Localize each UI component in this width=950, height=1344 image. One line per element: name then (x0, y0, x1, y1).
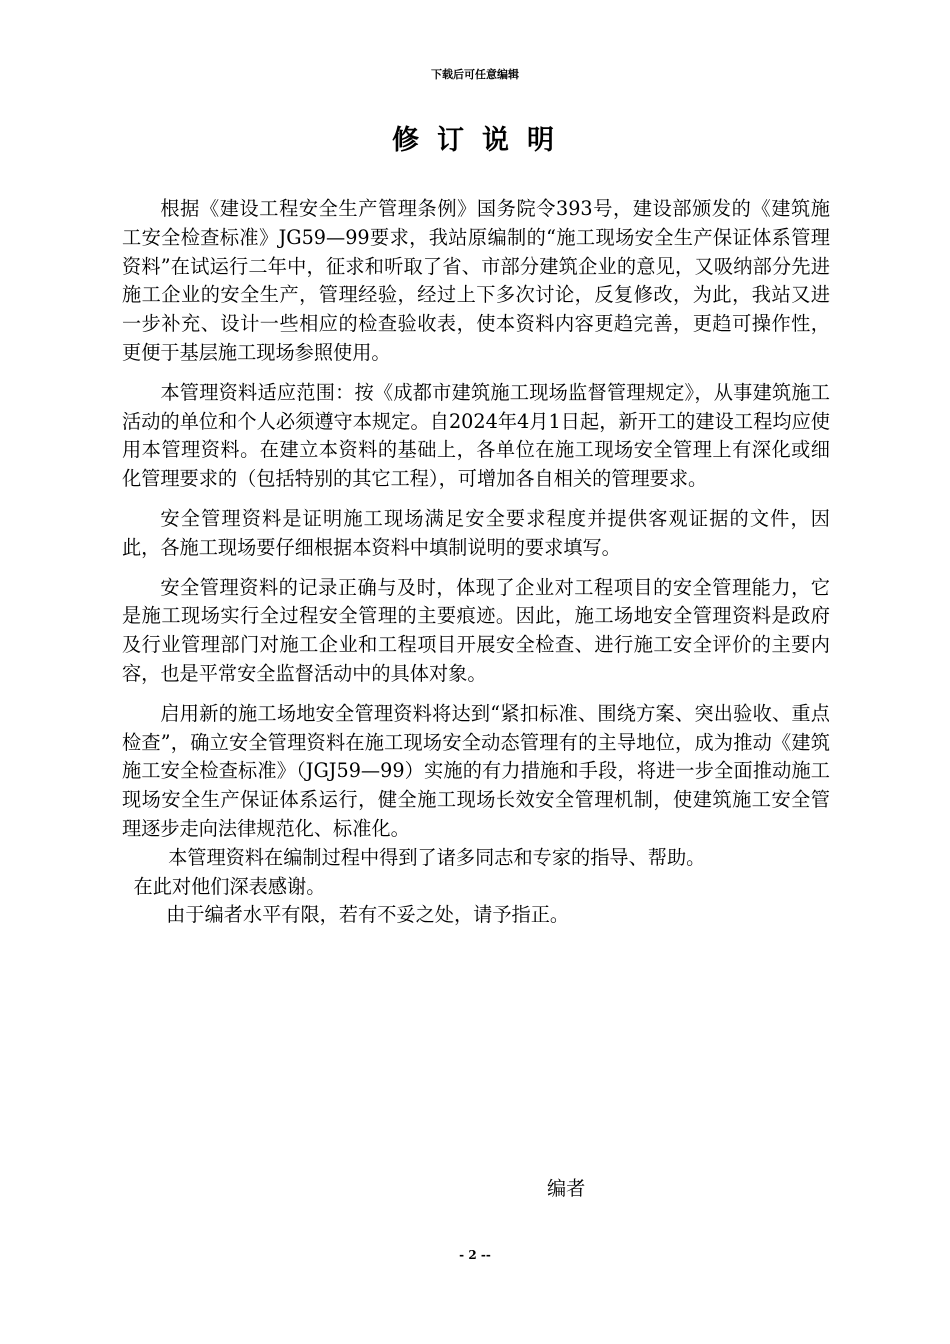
acknowledgement-line-2: 在此对他们深表感谢。 (133, 874, 326, 898)
paragraph-scope: 本管理资料适应范围：按《成都市建筑施工现场监督管理规定》，从事建筑施工活动的单位和个人必须遵守本规定。自2024年4月1日起，新开工的建设工程均应使用本管理资料。在建立本资料的基础上，各单位在施工现场安全管理上有深化或细化管理要求的（包括特别的其它工程），可增加各自相关的管理要求。 (122, 380, 830, 491)
document-body (122, 195, 830, 941)
paragraph-goals: 启用新的施工场地安全管理资料将达到“紧扣标准、围绕方案、突出验收、重点检查”，确立安全管理资料在施工现场安全动态管理有的主导地位，成为推动《建筑施工安全检查标准》（JGJ59—99）实施的有力措施和手段，将进一步全面推动施工现场安全生产保证体系运行，健全施工现场长效安全管理机制，使建筑施工安全管理逐步走向法律规范化、标准化。 (122, 701, 830, 840)
closing-remark: 由于编者水平有限，若有不妥之处，请予指正。 (166, 903, 570, 927)
acknowledgement-line-1: 本管理资料在编制过程中得到了诸多同志和专家的指导、帮助。 (168, 845, 706, 869)
paragraph-purpose: 安全管理资料是证明施工现场满足安全要求程度并提供客观证据的文件，因此，各施工现场要仔细根据本资料中填制说明的要求填写。 (122, 506, 830, 559)
paragraph-records: 安全管理资料的记录正确与及时，体现了企业对工程项目的安全管理能力，它是施工现场实行全过程安全管理的主要痕迹。因此，施工场地安全管理资料是政府及行业管理部门对施工企业和工程项目开展安全检查、进行施工安全评价的主要内容，也是平常安全监督活动中的具体对象。 (122, 575, 830, 685)
paragraph-background: 根据《建设工程安全生产管理条例》国务院令393号，建设部颁发的《建筑施工安全检查标准》JG59—99要求，我站原编制的“施工现场安全生产保证体系管理资料”在试运行二年中，征求和听取了省、市部分建筑企业的意见，又吸纳部分先进施工企业的安全生产，管理经验，经过上下多次讨论，反复修改，为此，我站又进一步补充、设计一些相应的检查验收表，使本资料内容更趋完善，更趋可操作性，更便于基层施工现场参照使用。 (122, 197, 830, 364)
page-number: - 2 -- (459, 1248, 491, 1262)
signature-editor: 编者 (547, 1177, 586, 1200)
page-title: 修订说明 (392, 125, 572, 156)
page-header-note: 下载后可任意编辑 (431, 68, 519, 81)
